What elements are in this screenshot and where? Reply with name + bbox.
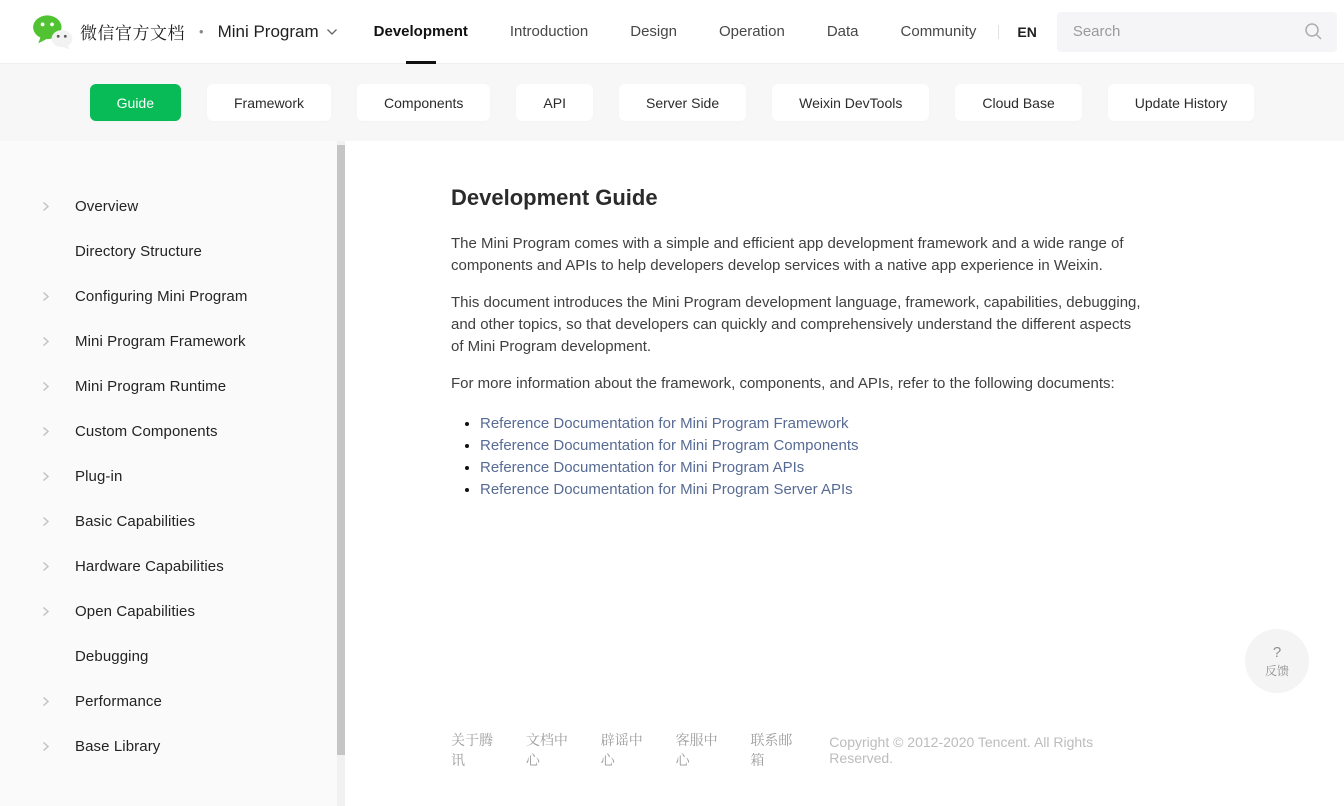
list-item bbox=[480, 435, 1154, 457]
sidebar-item[interactable] bbox=[0, 454, 345, 499]
top-nav-item[interactable]: Operation bbox=[718, 23, 785, 40]
sidebar-item[interactable] bbox=[0, 679, 345, 724]
page-title: Development Guide bbox=[451, 185, 658, 210]
sidebar-item[interactable] bbox=[0, 319, 345, 364]
sidebar-item-label: Mini Program Runtime bbox=[75, 378, 227, 395]
sidebar-item[interactable] bbox=[0, 229, 345, 274]
subnav-tab[interactable]: Weixin DevTools bbox=[772, 84, 929, 121]
sidebar-item[interactable] bbox=[0, 274, 345, 319]
subnav-tab[interactable]: Server Side bbox=[619, 84, 746, 121]
search-icon[interactable] bbox=[1304, 22, 1323, 41]
title-separator-dot: • bbox=[199, 24, 204, 39]
top-nav-bar bbox=[0, 0, 1344, 64]
chevron-right-icon bbox=[40, 516, 51, 527]
sidebar-item-label: Base Library bbox=[75, 738, 161, 755]
question-mark-icon: ? bbox=[1272, 643, 1282, 661]
sidebar-item-label: Custom Components bbox=[75, 423, 218, 440]
sidebar-item-label: Directory Structure bbox=[75, 243, 202, 260]
reference-doc-link[interactable]: Reference Documentation for Mini Program Server APIs bbox=[480, 481, 853, 498]
subnav-tab[interactable]: Framework bbox=[207, 84, 331, 121]
paragraph-more-info: For more information about the framework, components, and APIs, refer to the following documents: bbox=[451, 375, 1115, 392]
footer-link[interactable]: 关于腾讯 bbox=[451, 732, 493, 768]
sidebar-item-label: Overview bbox=[75, 198, 139, 215]
sidebar bbox=[0, 141, 345, 806]
list-item bbox=[480, 457, 1154, 479]
header-right bbox=[976, 12, 1336, 52]
chevron-right-icon bbox=[40, 336, 51, 347]
top-nav-item[interactable]: Development bbox=[374, 0, 468, 64]
feedback-button[interactable] bbox=[1245, 629, 1309, 693]
list-item bbox=[480, 413, 1154, 435]
sidebar-item-label: Basic Capabilities bbox=[75, 513, 196, 530]
sidebar-scrollbar-thumb[interactable] bbox=[337, 145, 345, 755]
chevron-right-icon bbox=[40, 201, 51, 212]
main-nav bbox=[374, 0, 977, 64]
footer-link[interactable]: 客服中心 bbox=[675, 732, 718, 768]
sidebar-item[interactable] bbox=[0, 499, 345, 544]
chevron-right-icon bbox=[40, 381, 51, 392]
subnav-tab[interactable]: Cloud Base bbox=[955, 84, 1081, 121]
top-nav-item[interactable]: Community bbox=[900, 23, 977, 40]
chevron-right-icon bbox=[40, 561, 51, 572]
reference-doc-link[interactable]: Reference Documentation for Mini Program Framework bbox=[480, 415, 849, 432]
sidebar-item-label: Performance bbox=[75, 693, 162, 710]
footer-link[interactable]: 辟谣中心 bbox=[600, 732, 643, 768]
sidebar-item[interactable] bbox=[0, 544, 345, 589]
site-title[interactable]: 微信官方文档 bbox=[80, 24, 185, 43]
top-nav-item[interactable]: Data bbox=[826, 23, 859, 40]
sidebar-item-label: Mini Program Framework bbox=[75, 333, 246, 350]
chevron-down-icon bbox=[326, 28, 338, 36]
subnav-tab[interactable]: API bbox=[516, 84, 593, 121]
reference-doc-link[interactable]: Reference Documentation for Mini Program APIs bbox=[480, 459, 805, 476]
sidebar-item-label: Open Capabilities bbox=[75, 603, 196, 620]
copyright-text: Copyright © 2012-2020 Tencent. All Rights Reserved. bbox=[829, 734, 1094, 766]
main-content bbox=[345, 141, 1344, 806]
top-nav-item[interactable]: Design bbox=[630, 23, 677, 40]
page-footer bbox=[451, 730, 1154, 784]
chevron-right-icon bbox=[40, 696, 51, 707]
lang-divider bbox=[998, 25, 999, 39]
search-box[interactable] bbox=[1057, 12, 1337, 52]
sidebar-item[interactable] bbox=[0, 724, 345, 769]
subnav-tab[interactable]: Update History bbox=[1108, 84, 1255, 121]
feedback-label: 反馈 bbox=[1264, 663, 1289, 678]
product-name: Mini Program bbox=[217, 21, 319, 41]
chevron-right-icon bbox=[40, 471, 51, 482]
sidebar-item[interactable] bbox=[0, 364, 345, 409]
sidebar-item-label: Configuring Mini Program bbox=[75, 288, 248, 305]
chevron-right-icon bbox=[40, 741, 51, 752]
sidebar-item-label: Hardware Capabilities bbox=[75, 558, 224, 575]
sidebar-item-label: Plug-in bbox=[75, 468, 123, 485]
footer-link[interactable]: 联系邮箱 bbox=[750, 732, 793, 768]
sidebar-item[interactable] bbox=[0, 184, 345, 229]
chevron-right-icon bbox=[40, 291, 51, 302]
chevron-right-icon bbox=[40, 426, 51, 437]
subnav-tab[interactable]: Guide bbox=[90, 84, 181, 121]
subnav-bar bbox=[0, 64, 1344, 141]
footer-link[interactable]: 文档中心 bbox=[525, 732, 568, 768]
paragraph-overview: This document introduces the Mini Program development language, framework, capabilities, debugging, and other topics, so that developers can quickly and comprehensively understand the different aspects of Mini Program development. bbox=[451, 294, 1141, 355]
search-input[interactable] bbox=[1073, 23, 1304, 40]
reference-doc-list bbox=[480, 410, 1154, 501]
wechat-logo-icon[interactable] bbox=[32, 14, 74, 50]
sidebar-item-label: Debugging bbox=[75, 648, 149, 665]
paragraph-intro: The Mini Program comes with a simple and efficient app development framework and a wide range of components and APIs to help developers develop services with a native app experience in Weixin. bbox=[451, 235, 1124, 274]
chevron-right-icon bbox=[40, 606, 51, 617]
product-switcher[interactable] bbox=[218, 22, 338, 42]
language-toggle[interactable]: EN bbox=[1017, 23, 1037, 40]
subnav-tab[interactable]: Components bbox=[357, 84, 490, 121]
list-item bbox=[480, 479, 1154, 501]
sidebar-item[interactable] bbox=[0, 409, 345, 454]
sidebar-scrollbar[interactable] bbox=[337, 141, 345, 806]
sidebar-item[interactable] bbox=[0, 589, 345, 634]
top-nav-item[interactable]: Introduction bbox=[509, 23, 589, 40]
reference-doc-link[interactable]: Reference Documentation for Mini Program Components bbox=[480, 437, 859, 454]
sidebar-item[interactable] bbox=[0, 634, 345, 679]
